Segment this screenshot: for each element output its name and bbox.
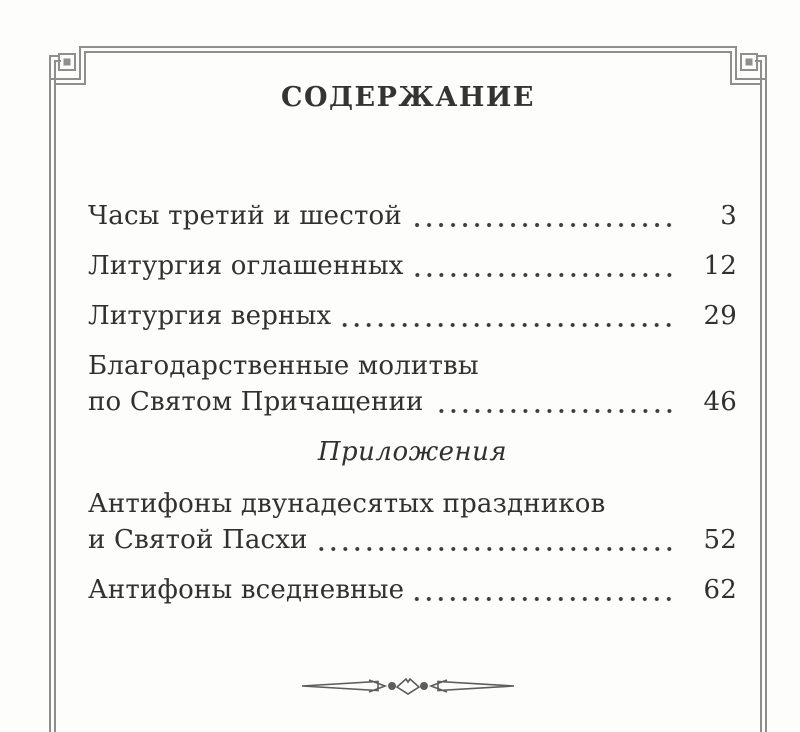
toc-entry bbox=[88, 298, 737, 334]
section-divider-ornament bbox=[302, 679, 514, 694]
toc-entry-line bbox=[88, 486, 737, 522]
table-of-contents bbox=[88, 198, 737, 616]
frame-knot-dots bbox=[64, 59, 753, 66]
section-header: Приложения bbox=[317, 437, 508, 467]
toc-entry-line bbox=[88, 348, 737, 384]
toc-entry-line bbox=[88, 522, 737, 558]
leader-dots bbox=[317, 522, 675, 558]
leader-dots bbox=[411, 198, 675, 234]
toc-entry bbox=[88, 572, 737, 608]
leader-dots bbox=[413, 248, 675, 284]
toc-entry-line bbox=[88, 384, 737, 420]
toc-entry-title: Литургия верных bbox=[88, 301, 332, 331]
toc-entry-line bbox=[88, 298, 737, 334]
toc-entry bbox=[88, 198, 737, 234]
toc-entry-line bbox=[88, 198, 737, 234]
toc-entry-title: Часы третий и шестой bbox=[88, 201, 402, 231]
toc-page-number: 29 bbox=[703, 301, 737, 331]
leader-dots bbox=[433, 384, 675, 420]
toc-entry-line bbox=[88, 248, 737, 284]
toc-entry bbox=[88, 486, 737, 558]
toc-entry bbox=[88, 248, 737, 284]
toc-page-number: 46 bbox=[703, 387, 737, 417]
toc-page-number: 12 bbox=[703, 251, 737, 281]
leader-dots bbox=[413, 572, 675, 608]
leader-dots bbox=[340, 298, 675, 334]
toc-page-number: 3 bbox=[720, 201, 737, 231]
toc-entry-title: и Святой Пасхи bbox=[88, 525, 308, 555]
toc-page-number: 62 bbox=[703, 575, 737, 605]
toc-entry bbox=[88, 348, 737, 420]
toc-entry-title: Антифоны вседневные bbox=[88, 575, 405, 605]
toc-entry-title: Антифоны двунадесятых праздников bbox=[88, 489, 606, 519]
toc-entry-title: Благодарственные молитвы bbox=[88, 351, 479, 381]
toc-page-number: 52 bbox=[703, 525, 737, 555]
toc-entry-title: по Святом Причащении bbox=[88, 387, 424, 417]
toc-entry-title: Литургия оглашенных bbox=[88, 251, 404, 281]
toc-entry-line bbox=[88, 572, 737, 608]
page-title: СОДЕРЖАНИЕ bbox=[281, 82, 535, 113]
